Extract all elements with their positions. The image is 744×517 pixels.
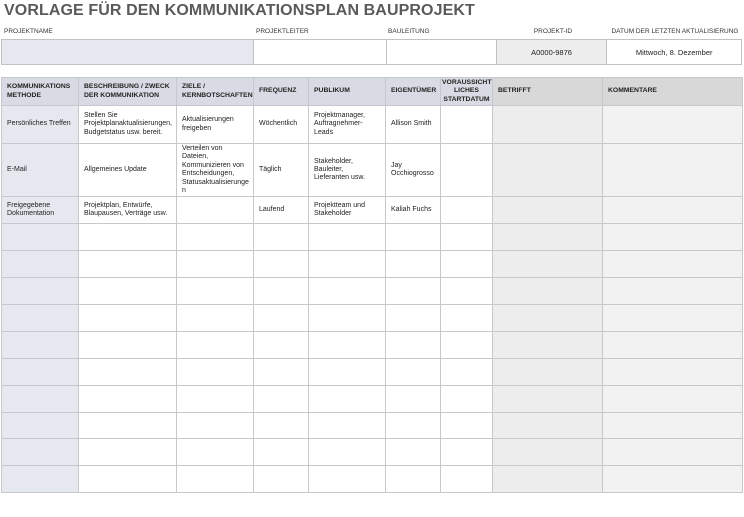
cell-description[interactable]	[79, 358, 177, 385]
table-row	[2, 224, 743, 251]
cell-owner[interactable]: Kaliah Fuchs	[386, 197, 441, 224]
cell-comments[interactable]	[603, 197, 743, 224]
cell-description[interactable]	[79, 331, 177, 358]
cell-owner[interactable]	[386, 385, 441, 412]
cell-concerns[interactable]	[493, 305, 603, 332]
project-name-label: PROJEKTNAME	[4, 28, 53, 35]
last-updated-field[interactable]: Mittwoch, 8. Dezember	[635, 47, 713, 57]
cell-comments[interactable]	[603, 278, 743, 305]
cell-goals[interactable]	[177, 385, 254, 412]
cell-goals[interactable]	[177, 358, 254, 385]
table-row	[2, 331, 743, 358]
cell-comments[interactable]	[603, 412, 743, 439]
project-id-field[interactable]: A0000-9876	[497, 40, 608, 64]
cell-comments[interactable]	[603, 144, 743, 197]
col-header-frequency: FREQUENZ	[254, 78, 309, 106]
cell-frequency[interactable]	[254, 439, 309, 466]
col-header-comments: KOMMENTARE	[603, 78, 743, 106]
cell-frequency[interactable]	[254, 331, 309, 358]
table-row	[2, 251, 743, 278]
cell-concerns[interactable]	[493, 197, 603, 224]
cell-comments[interactable]	[603, 466, 743, 493]
cell-audience[interactable]	[309, 224, 386, 251]
cell-audience[interactable]	[309, 305, 386, 332]
cell-concerns[interactable]	[493, 331, 603, 358]
site-management-label: BAULEITUNG	[388, 28, 430, 35]
cell-start-date[interactable]	[441, 358, 493, 385]
col-header-goals: ZIELE / KERNBOTSCHAFTEN	[177, 78, 254, 106]
cell-audience[interactable]	[309, 251, 386, 278]
cell-frequency[interactable]: Laufend	[254, 197, 309, 224]
site-management-field[interactable]	[387, 40, 497, 64]
cell-description[interactable]	[79, 251, 177, 278]
cell-method[interactable]	[2, 466, 79, 493]
cell-concerns[interactable]	[493, 358, 603, 385]
cell-start-date[interactable]	[441, 144, 493, 197]
cell-concerns[interactable]	[493, 251, 603, 278]
cell-audience[interactable]: Projektmanager, Auftragnehmer-Leads	[309, 106, 386, 144]
cell-method[interactable]	[2, 358, 79, 385]
cell-audience[interactable]	[309, 331, 386, 358]
cell-start-date[interactable]	[441, 439, 493, 466]
cell-frequency[interactable]	[254, 224, 309, 251]
cell-frequency[interactable]: Wöchentlich	[254, 106, 309, 144]
cell-method[interactable]: E-Mail	[2, 144, 79, 197]
cell-description[interactable]: Projektplan, Entwürfe, Blaupausen, Verträge usw.	[79, 197, 177, 224]
cell-start-date[interactable]	[441, 331, 493, 358]
cell-owner[interactable]: Allison Smith	[386, 106, 441, 144]
cell-goals[interactable]	[177, 224, 254, 251]
page-title: VORLAGE FÜR DEN KOMMUNIKATIONSPLAN BAUPROJEKT	[4, 2, 475, 19]
cell-frequency[interactable]	[254, 251, 309, 278]
cell-description[interactable]: Allgemeines Update	[79, 144, 177, 197]
project-manager-label: PROJEKTLEITER	[256, 28, 309, 35]
cell-description[interactable]	[79, 385, 177, 412]
col-header-owner: EIGENTÜMER	[386, 78, 441, 106]
cell-audience[interactable]: Stakeholder, Bauleiter, Lieferanten usw.	[309, 144, 386, 197]
cell-start-date[interactable]	[441, 412, 493, 439]
cell-comments[interactable]	[603, 251, 743, 278]
cell-frequency[interactable]	[254, 466, 309, 493]
cell-description[interactable]	[79, 466, 177, 493]
cell-audience[interactable]	[309, 385, 386, 412]
table-row	[2, 197, 743, 224]
cell-description[interactable]	[79, 278, 177, 305]
cell-goals[interactable]	[177, 331, 254, 358]
cell-audience[interactable]	[309, 278, 386, 305]
cell-owner[interactable]	[386, 412, 441, 439]
cell-audience[interactable]: Projektteam und Stakeholder	[309, 197, 386, 224]
cell-start-date[interactable]	[441, 106, 493, 144]
cell-description[interactable]	[79, 224, 177, 251]
cell-concerns[interactable]	[493, 466, 603, 493]
cell-owner[interactable]	[386, 466, 441, 493]
cell-audience[interactable]	[309, 439, 386, 466]
table-header-row	[2, 78, 743, 106]
cell-goals[interactable]: Aktualisierungen freigeben	[177, 106, 254, 144]
table-row	[2, 385, 743, 412]
table-row	[2, 305, 743, 332]
cell-goals[interactable]	[177, 466, 254, 493]
cell-concerns[interactable]	[493, 144, 603, 197]
cell-audience[interactable]	[309, 412, 386, 439]
cell-concerns[interactable]	[493, 412, 603, 439]
cell-method[interactable]: Freigegebene Dokumentation	[2, 197, 79, 224]
cell-owner[interactable]	[386, 305, 441, 332]
cell-frequency[interactable]	[254, 385, 309, 412]
col-header-method: KOMMUNIKATIONS METHODE	[2, 78, 79, 106]
cell-owner[interactable]	[386, 278, 441, 305]
cell-concerns[interactable]	[493, 224, 603, 251]
table-row	[2, 278, 743, 305]
cell-frequency[interactable]	[254, 412, 309, 439]
cell-comments[interactable]	[603, 224, 743, 251]
table-row	[2, 106, 743, 144]
cell-start-date[interactable]	[441, 385, 493, 412]
cell-frequency[interactable]	[254, 358, 309, 385]
cell-owner[interactable]	[386, 358, 441, 385]
cell-goals[interactable]	[177, 278, 254, 305]
cell-start-date[interactable]	[441, 224, 493, 251]
col-header-description: BESCHREIBUNG / ZWECK DER KOMMUNIKATION	[79, 78, 177, 106]
cell-method[interactable]: Persönliches Treffen	[2, 106, 79, 144]
project-id-label: PROJEKT-ID	[533, 28, 573, 35]
cell-owner[interactable]	[386, 224, 441, 251]
cell-start-date[interactable]	[441, 305, 493, 332]
cell-method[interactable]	[2, 331, 79, 358]
cell-comments[interactable]	[603, 385, 743, 412]
cell-method[interactable]	[2, 251, 79, 278]
last-updated-label: DATUM DER LETZTEN AKTUALISIERUNG	[611, 28, 739, 35]
cell-frequency[interactable]: Täglich	[254, 144, 309, 197]
cell-goals[interactable]	[177, 439, 254, 466]
col-header-concerns: BETRIFFT	[493, 78, 603, 106]
cell-audience[interactable]	[309, 466, 386, 493]
cell-goals[interactable]	[177, 251, 254, 278]
cell-start-date[interactable]	[441, 197, 493, 224]
cell-owner[interactable]: Jay Occhiogrosso	[386, 144, 441, 197]
cell-comments[interactable]	[603, 106, 743, 144]
cell-method[interactable]	[2, 412, 79, 439]
cell-audience[interactable]	[309, 358, 386, 385]
project-manager-field[interactable]	[254, 40, 387, 64]
cell-concerns[interactable]	[493, 439, 603, 466]
cell-goals[interactable]	[177, 305, 254, 332]
col-header-start-date: VORAUSSICHT LICHES STARTDATUM	[441, 78, 493, 106]
cell-description[interactable]	[79, 412, 177, 439]
cell-description[interactable]	[79, 305, 177, 332]
table-row	[2, 439, 743, 466]
project-info-row	[1, 39, 742, 65]
cell-owner[interactable]	[386, 251, 441, 278]
cell-comments[interactable]	[603, 331, 743, 358]
project-name-field[interactable]	[2, 40, 254, 64]
cell-owner[interactable]	[386, 331, 441, 358]
cell-frequency[interactable]	[254, 278, 309, 305]
cell-goals[interactable]: Verteilen von Dateien, Kommunizieren von Entscheidungen, Statusaktualisierunge n	[177, 144, 254, 197]
cell-goals[interactable]	[177, 197, 254, 224]
cell-description[interactable]: Stellen Sie Projektplanaktualisierungen, Budgetstatus usw. bereit.	[79, 106, 177, 144]
cell-description[interactable]	[79, 439, 177, 466]
table-row	[2, 358, 743, 385]
cell-comments[interactable]	[603, 358, 743, 385]
cell-method[interactable]	[2, 278, 79, 305]
table-row	[2, 144, 743, 197]
table-row	[2, 466, 743, 493]
col-header-audience: PUBLIKUM	[309, 78, 386, 106]
cell-start-date[interactable]	[441, 278, 493, 305]
cell-method[interactable]	[2, 224, 79, 251]
table-row	[2, 412, 743, 439]
cell-frequency[interactable]	[254, 305, 309, 332]
cell-start-date[interactable]	[441, 466, 493, 493]
cell-concerns[interactable]	[493, 385, 603, 412]
cell-concerns[interactable]	[493, 106, 603, 144]
cell-method[interactable]	[2, 439, 79, 466]
cell-goals[interactable]	[177, 412, 254, 439]
cell-concerns[interactable]	[493, 278, 603, 305]
cell-comments[interactable]	[603, 439, 743, 466]
cell-method[interactable]	[2, 385, 79, 412]
communication-plan-table	[1, 77, 743, 493]
cell-comments[interactable]	[603, 305, 743, 332]
cell-owner[interactable]	[386, 439, 441, 466]
cell-method[interactable]	[2, 305, 79, 332]
cell-start-date[interactable]	[441, 251, 493, 278]
